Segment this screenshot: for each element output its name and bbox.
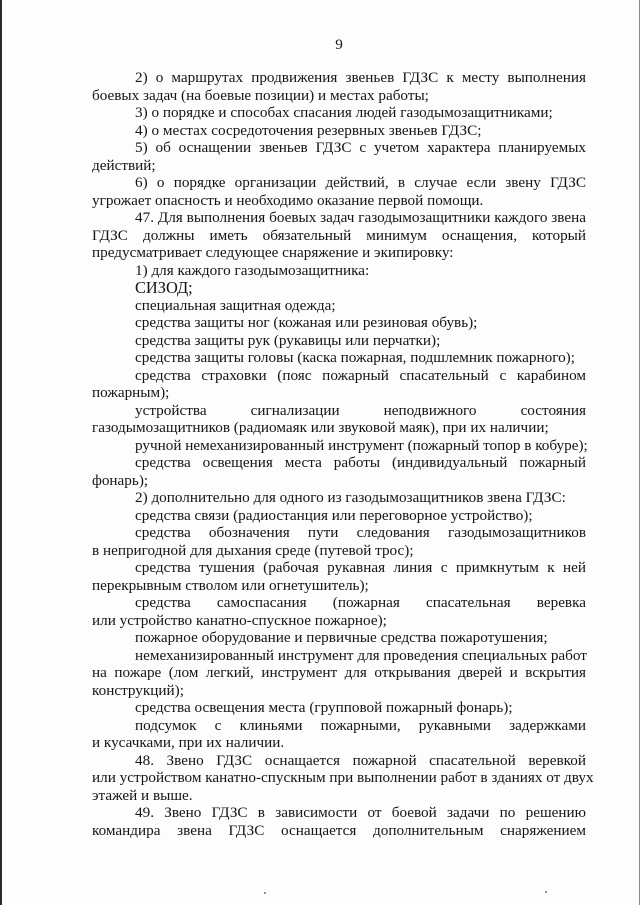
equipment-item [92,454,586,489]
equipment-item [92,524,586,559]
briefing-item-4 [92,122,586,140]
text-line: этажей и выше. [92,786,193,804]
equipment-item [92,437,586,455]
text-line: средства защиты ног (кожаная или резиновая обувь); [135,314,478,331]
text-line: предусматривает следующее снаряжение и экипировку: [92,244,454,261]
clause-47-subitem-1 [92,262,586,280]
text-line: конструкций); [92,681,184,699]
text-line: перекрывным стволом или огнетушитель); [92,576,369,594]
equipment-item [92,629,586,647]
text-line: газодымозащитников (радиомаяк или звуковой маяк), при их наличии; [92,419,549,436]
briefing-item-6 [92,174,586,209]
text-line: подсумок с клиньями пожарными, рукавными задержками [135,716,586,734]
text-line: СИЗОД; [135,278,193,297]
text-line: или устройством канатно-спускным при выполнении работ в зданиях от двух [92,769,594,786]
text-line: ГДЗС должны иметь обязательный минимум оснащения, который [92,226,586,244]
text-line: 49. Звено ГДЗС в зависимости от боевой задачи по решению [135,804,586,821]
text-line: в непригодной для дыхания среде (путевой трос); [92,541,414,559]
text-line: действий; [92,156,156,174]
equipment-item [92,279,586,297]
text-line: пожарное оборудование и первичные средства пожаротушения; [135,629,548,646]
equipment-item [92,314,586,332]
text-line: фонарь); [92,471,149,489]
text-line: 2) дополнительно для одного из газодымозащитников звена ГДЗС: [135,489,566,506]
text-line: 47. Для выполнения боевых задач газодымозащитники каждого звена [135,209,586,226]
text-line: средства освещения места работы (индивидуальный пожарный [135,454,586,471]
text-line: 48. Звено ГДЗС оснащается пожарной спасательной веревкой [135,751,586,769]
equipment-item [92,367,586,402]
scan-edge-left [0,0,2,905]
scan-speck [264,892,266,894]
text-line: или устройство канатно-спускное пожарное); [92,611,387,629]
text-line: на пожаре (лом легкий, инструмент для открывания дверей и вскрытия [92,664,586,681]
clause-47-subitem-2 [92,489,586,507]
equipment-item [92,717,586,752]
text-line: средства защиты рук (рукавицы или перчатки); [135,331,441,349]
text-line: средства освещения места (групповой пожарный фонарь); [135,699,513,716]
clause-49 [92,804,586,839]
text-line: 4) о местах сосредоточения резервных звеньев ГДЗС; [135,121,482,139]
text-line: средства обозначения пути следования газодымозащитников [135,524,586,541]
equipment-item [92,647,586,700]
text-line: немеханизированный инструмент для проведения специальных работ [135,646,587,664]
clause-47 [92,209,586,262]
text-line: и кусачками, при их наличии. [92,734,285,751]
text-line: 6) о порядке организации действий, в случае если звену ГДЗС [135,174,586,191]
equipment-item [92,559,586,594]
text-line: пожарным); [92,384,170,401]
document-body [92,69,594,839]
text-line: угрожает опасность и необходимо оказание первой помощи. [92,191,484,209]
page-number: 9 [335,36,343,53]
text-line: средства самоспасания (пожарная спасательная веревка [135,594,586,611]
briefing-item-2 [92,69,586,104]
text-line: командира звена ГДЗС оснащается дополнительным снаряжением [92,821,586,839]
text-line: ручной немеханизированный инструмент (пожарный топор в кобуре); [135,436,588,454]
clause-48 [92,751,594,805]
text-line: 2) о маршрутах продвижения звеньев ГДЗС к месту выполнения [135,69,586,86]
equipment-item [92,507,586,525]
text-line: 5) об оснащении звеньев ГДЗС с учетом характера планируемых [135,139,586,156]
briefing-item-3 [92,104,586,122]
equipment-item [92,402,586,437]
briefing-item-5 [92,139,586,174]
text-line: средства тушения (рабочая рукавная линия с примкнутым к ней [135,559,586,576]
text-line: средства связи (радиостанция или переговорное устройство); [135,506,533,524]
text-line: 3) о порядке и способах спасания людей газодымозащитниками; [135,104,553,121]
text-line: средства защиты головы (каска пожарная, подшлемник пожарного); [135,349,575,366]
equipment-item [92,594,586,629]
text-line: специальная защитная одежда; [135,296,336,314]
equipment-item [92,332,586,350]
equipment-item [92,699,586,717]
text-line: боевых задач (на боевые позиции) и местах работы; [92,86,429,104]
text-line: устройства сигнализации неподвижного состояния [135,401,586,419]
scan-speck [545,891,547,893]
text-line: средства страховки (пояс пожарный спасательный с карабином [135,366,586,384]
equipment-item [92,297,586,315]
equipment-item [92,349,586,367]
text-line: 1) для каждого газодымозащитника: [135,261,370,279]
